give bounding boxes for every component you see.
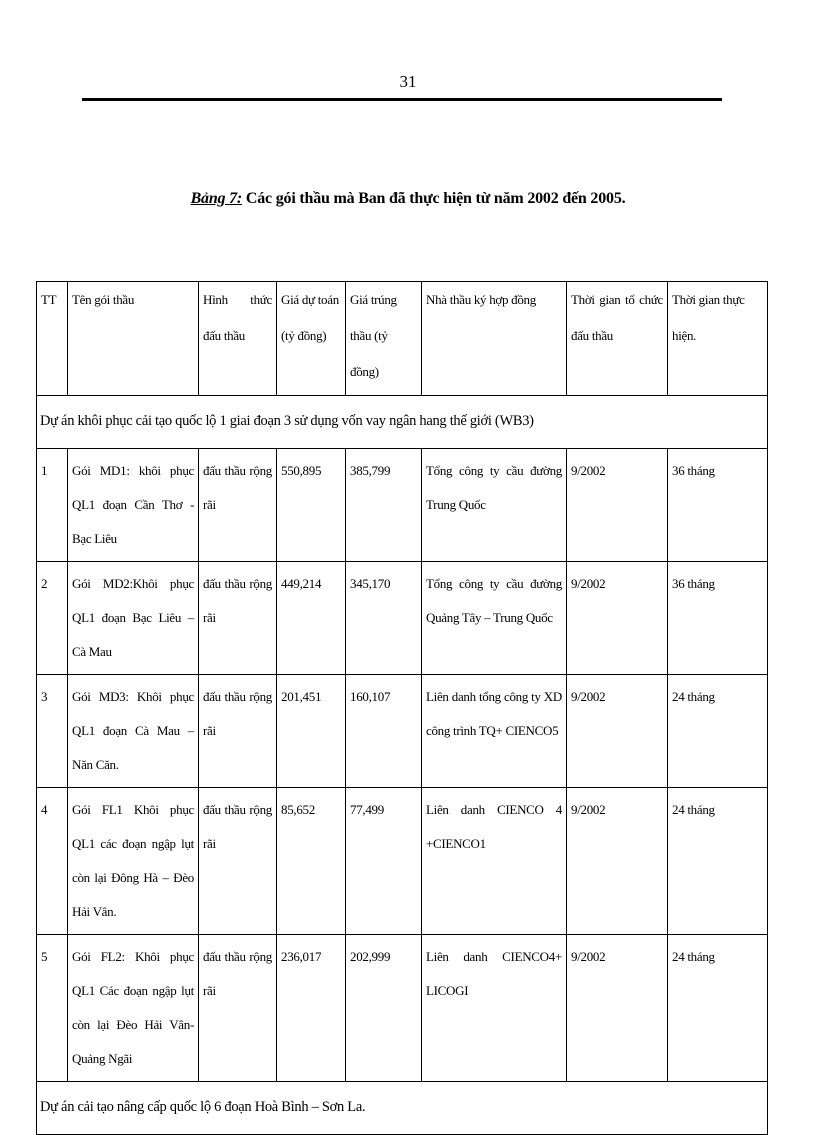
section-row <box>37 396 768 449</box>
cell-estimate: 236,017 <box>277 935 346 1082</box>
cell-duration: 24 tháng <box>668 675 768 788</box>
cell-name: Gói FL1 Khôi phục QL1 các đoạn ngập lụt còn lại Đông Hà – Đèo Hải Vân. <box>68 788 199 935</box>
cell-contractor: Tổng công ty cầu đường Trung Quốc <box>422 449 567 562</box>
table-row <box>37 935 768 1082</box>
cell-contractor: Liên danh tổng công ty XD công trình TQ+ CIENCO5 <box>422 675 567 788</box>
cell-form: đấu thầu rộng rãi <box>199 562 277 675</box>
cell-estimate: 201,451 <box>277 675 346 788</box>
header-contractor: Nhà thầu ký hợp đồng <box>422 282 567 396</box>
section-row <box>37 1082 768 1135</box>
table-caption <box>0 190 816 208</box>
cell-duration: 36 tháng <box>668 562 768 675</box>
cell-contractor: Liên danh CIENCO4+ LICOGI <box>422 935 567 1082</box>
header-winning: Giá trúng thầu (tỷ đồng) <box>346 282 422 396</box>
table-row <box>37 449 768 562</box>
cell-bid-time: 9/2002 <box>567 788 668 935</box>
caption-label: Bảng 7: <box>190 190 243 207</box>
cell-bid-time: 9/2002 <box>567 935 668 1082</box>
section-title-wb3: Dự án khôi phục cải tạo quốc lộ 1 giai đoạn 3 sử dụng vốn vay ngân hang thế giới (WB3) <box>37 396 768 449</box>
cell-tt: 2 <box>37 562 68 675</box>
header-duration: Thời gian thực hiện. <box>668 282 768 396</box>
cell-contractor: Tổng công ty cầu đường Quảng Tây – Trung Quốc <box>422 562 567 675</box>
cell-winning: 345,170 <box>346 562 422 675</box>
cell-form: đấu thầu rộng rãi <box>199 449 277 562</box>
cell-tt: 1 <box>37 449 68 562</box>
cell-contractor: Liên danh CIENCO 4 +CIENCO1 <box>422 788 567 935</box>
cell-winning: 385,799 <box>346 449 422 562</box>
cell-duration: 24 tháng <box>668 935 768 1082</box>
caption-text: Các gói thầu mà Ban đã thực hiện từ năm 2002 đến 2005. <box>242 190 626 207</box>
page-number: 31 <box>399 72 417 91</box>
cell-winning: 202,999 <box>346 935 422 1082</box>
cell-bid-time: 9/2002 <box>567 562 668 675</box>
cell-bid-time: 9/2002 <box>567 675 668 788</box>
table-row <box>37 788 768 935</box>
table-row <box>37 562 768 675</box>
cell-form: đấu thầu rộng rãi <box>199 675 277 788</box>
table-row <box>37 675 768 788</box>
cell-form: đấu thầu rộng rãi <box>199 788 277 935</box>
cell-form: đấu thầu rộng rãi <box>199 935 277 1082</box>
cell-tt: 4 <box>37 788 68 935</box>
cell-winning: 77,499 <box>346 788 422 935</box>
header-bid-time: Thời gian tổ chức đấu thầu <box>567 282 668 396</box>
cell-estimate: 550,895 <box>277 449 346 562</box>
header-form: Hình thức đấu thầu <box>199 282 277 396</box>
cell-estimate: 449,214 <box>277 562 346 675</box>
cell-name: Gói FL2: Khôi phục QL1 Các đoạn ngập lụt còn lại Đèo Hải Vân- Quảng Ngãi <box>68 935 199 1082</box>
cell-name: Gói MD1: khôi phục QL1 đoạn Cần Thơ - Bạc Liêu <box>68 449 199 562</box>
bid-packages-table <box>36 281 768 1135</box>
header-name: Tên gói thầu <box>68 282 199 396</box>
table-header-row <box>37 282 768 396</box>
cell-name: Gói MD3: Khôi phục QL1 đoạn Cà Mau – Năn Căn. <box>68 675 199 788</box>
header-tt: TT <box>37 282 68 396</box>
cell-duration: 24 tháng <box>668 788 768 935</box>
cell-estimate: 85,652 <box>277 788 346 935</box>
cell-duration: 36 tháng <box>668 449 768 562</box>
section-title-ql6: Dự án cải tạo nâng cấp quốc lộ 6 đoạn Hoà Bình – Sơn La. <box>37 1082 768 1135</box>
cell-name: Gói MD2:Khôi phục QL1 đoạn Bạc Liêu – Cà Mau <box>68 562 199 675</box>
cell-tt: 5 <box>37 935 68 1082</box>
cell-winning: 160,107 <box>346 675 422 788</box>
header-estimate: Giá dự toán (tỷ đồng) <box>277 282 346 396</box>
cell-tt: 3 <box>37 675 68 788</box>
cell-bid-time: 9/2002 <box>567 449 668 562</box>
header-rule <box>82 98 722 101</box>
